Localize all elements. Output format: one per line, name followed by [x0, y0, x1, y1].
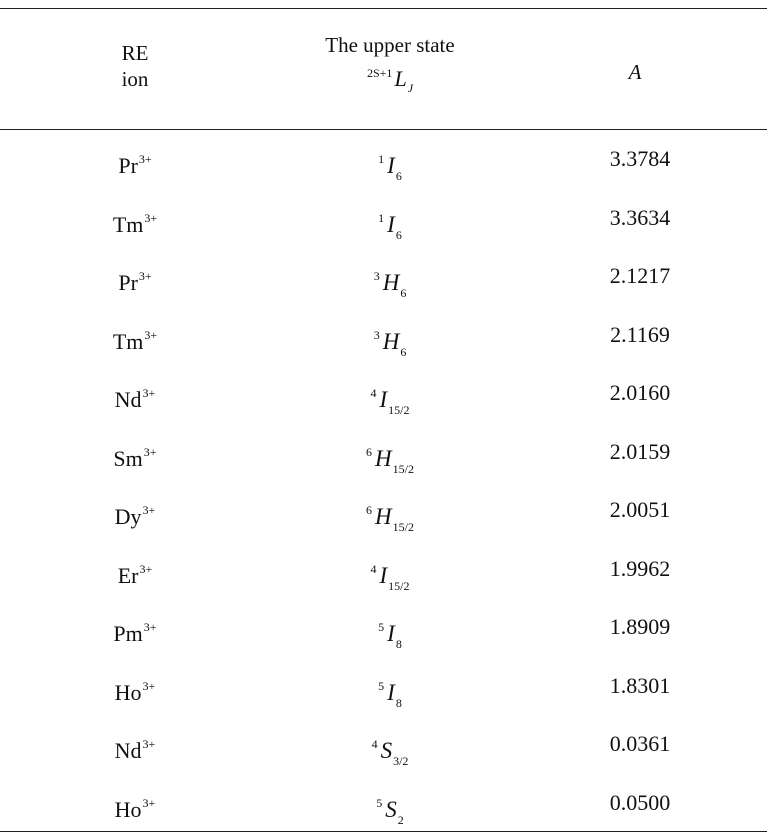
a-value-cell: 3.3784: [609, 146, 671, 171]
state-term-letter: S: [385, 796, 397, 822]
table-row: [0, 306, 767, 364]
ion-cell: [70, 731, 200, 764]
state-j: 3/2: [393, 754, 409, 768]
a-value-cell: 1.8301: [609, 672, 671, 698]
ion-symbol: Er: [117, 562, 139, 588]
state-multiplicity: 1: [378, 210, 385, 225]
a-value-cell: 1.9962: [609, 555, 671, 581]
ion-symbol: Dy: [114, 504, 142, 529]
header-ion-line1: RE: [121, 41, 149, 65]
state-term-letter: H: [375, 504, 392, 529]
state-j: 15/2: [388, 578, 410, 593]
state-j: 6: [395, 169, 402, 183]
bottom-rule: [0, 831, 767, 832]
state-multiplicity: 3: [373, 269, 380, 283]
table-row: [0, 189, 767, 247]
ion-cell: [70, 263, 200, 296]
ion-cell: [70, 497, 200, 530]
ion-cell: [70, 614, 200, 647]
state-cell: [290, 205, 490, 248]
state-j: 6: [400, 344, 407, 359]
ion-cell: [70, 556, 200, 589]
a-value-cell: 0.0361: [609, 731, 671, 756]
state-cell: [290, 790, 490, 833]
state-multiplicity: 5: [378, 620, 385, 634]
state-cell: [290, 322, 490, 365]
a-value-cell: 3.3634: [609, 204, 671, 230]
table-row: [0, 598, 767, 656]
state-multiplicity: 5: [378, 678, 385, 693]
state-multiplicity: 5: [376, 795, 383, 810]
state-term-letter: I: [387, 211, 395, 237]
ion-symbol: Ho: [114, 796, 142, 822]
state-multiplicity: 4: [370, 386, 377, 400]
state-cell: [290, 439, 490, 482]
ion-charge: 3+: [142, 678, 156, 693]
table-row: [0, 657, 767, 715]
ion-cell: [70, 380, 200, 413]
state-multiplicity: 4: [370, 561, 377, 576]
state-cell: [290, 263, 490, 306]
state-term-letter: I: [387, 679, 395, 705]
header-a: A: [628, 60, 642, 84]
ion-symbol: Nd: [114, 387, 142, 412]
header-upper-state-label: The upper state: [325, 33, 455, 57]
header-ion-line2: ion: [121, 67, 149, 91]
header-term-symbol: [290, 60, 490, 101]
state-cell: [290, 556, 490, 599]
state-j: 15/2: [392, 520, 414, 534]
state-term-letter: I: [379, 387, 388, 412]
ion-symbol: Pr: [118, 153, 138, 178]
table-row: [0, 540, 767, 598]
state-term-letter: S: [380, 738, 393, 763]
a-value-cell: 2.0159: [609, 438, 671, 464]
ion-charge: 3+: [138, 152, 152, 166]
a-value-cell: 1.8909: [609, 614, 671, 639]
ion-symbol: Nd: [114, 738, 142, 763]
ion-charge: 3+: [142, 795, 156, 810]
ion-charge: 3+: [144, 210, 158, 225]
a-value-cell: 2.0051: [609, 497, 671, 522]
table-row: [0, 481, 767, 539]
state-multiplicity: 3: [373, 327, 380, 342]
header-upper-state: [290, 32, 490, 101]
a-value-cell: 2.1169: [610, 321, 670, 347]
state-cell: [290, 497, 490, 540]
ion-symbol: Pr: [118, 270, 138, 295]
state-multiplicity: 1: [378, 152, 385, 166]
state-j: 6: [395, 227, 402, 242]
state-term-letter: H: [382, 328, 400, 354]
ion-charge: 3+: [143, 620, 157, 634]
header-term-j: J: [407, 81, 414, 95]
ion-symbol: Tm: [112, 328, 144, 354]
state-multiplicity: 4: [371, 737, 378, 751]
ion-cell: [70, 322, 200, 355]
state-j: 15/2: [392, 461, 414, 476]
ion-symbol: Pm: [113, 621, 143, 646]
state-cell: [290, 614, 490, 657]
ion-cell: [70, 205, 200, 238]
ion-symbol: Ho: [114, 679, 142, 705]
ion-charge: 3+: [142, 737, 156, 751]
ion-charge: 3+: [139, 561, 153, 576]
ion-symbol: Sm: [113, 445, 143, 471]
state-j: 8: [395, 637, 402, 651]
a-value-cell: 2.1217: [609, 263, 671, 288]
state-cell: [290, 731, 490, 774]
header-term-multiplicity: 2S+1: [366, 66, 393, 80]
state-term-letter: I: [387, 153, 395, 178]
ion-cell: [70, 439, 200, 472]
table-row: [0, 247, 767, 305]
a-value-cell: 0.0500: [609, 789, 671, 815]
state-multiplicity: 6: [366, 503, 373, 517]
state-cell: [290, 380, 490, 423]
table-header: [0, 9, 767, 129]
ion-charge: 3+: [142, 386, 156, 400]
ion-cell: [70, 790, 200, 823]
header-ion: [70, 40, 200, 92]
table-row: [0, 130, 767, 188]
a-value-cell: 2.0160: [609, 380, 671, 405]
table-row: [0, 715, 767, 773]
state-term-letter: H: [375, 445, 392, 471]
table-row: [0, 774, 767, 832]
state-term-letter: I: [387, 621, 395, 646]
ion-charge: 3+: [144, 327, 158, 342]
table-row: [0, 423, 767, 481]
state-j: 15/2: [388, 403, 410, 417]
state-cell: [290, 673, 490, 716]
state-cell: [290, 146, 490, 189]
state-j: 8: [395, 695, 402, 710]
state-term-letter: I: [379, 562, 388, 588]
ion-charge: 3+: [143, 444, 157, 459]
ion-charge: 3+: [142, 503, 156, 517]
state-j: 2: [397, 812, 404, 827]
ion-cell: [70, 146, 200, 179]
header-term-letter: L: [394, 66, 407, 91]
state-term-letter: H: [382, 270, 400, 295]
table-row: [0, 364, 767, 422]
ion-charge: 3+: [138, 269, 152, 283]
state-multiplicity: 6: [366, 444, 373, 459]
ion-cell: [70, 673, 200, 706]
ion-symbol: Tm: [112, 211, 144, 237]
state-j: 6: [400, 286, 407, 300]
